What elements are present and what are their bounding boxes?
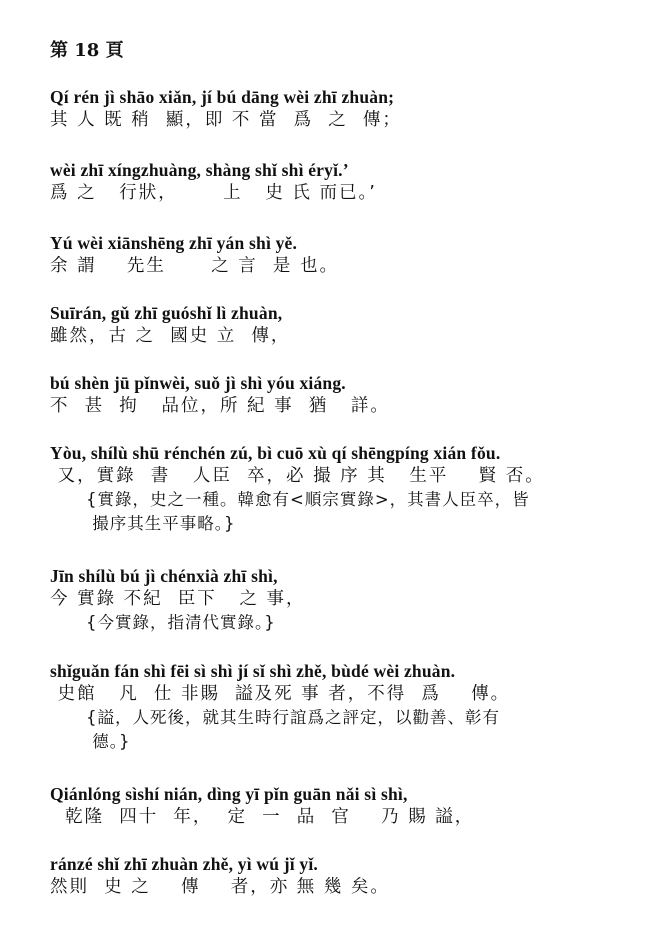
pinyin-line: Yòu, shílù shū rénchén zú, bì cuō xù qí shēngpíng xián fǒu. <box>50 443 501 463</box>
pinyin-line: ránzé shǐ zhī zhuàn zhě, yì wú jǐ yǐ. <box>50 854 318 874</box>
verse-line <box>50 302 660 348</box>
annotation-line: 德。} <box>86 732 131 751</box>
pinyin-line: wèi zhī xíngzhuàng, shàng shǐ shì éryǐ.’ <box>50 160 349 180</box>
page-number-label: 第 18 頁 <box>50 40 124 61</box>
pinyin-line: Suīrán, gǔ zhī guóshǐ lì zhuàn, <box>50 303 283 323</box>
verse-line <box>50 853 660 899</box>
annotation-line: 撮序其生平事略。} <box>86 514 236 533</box>
chinese-line: 然則 史 之 傳 者，亦 無 幾 矣。 <box>50 877 390 897</box>
pinyin-line: Yú wèi xiānshēng zhī yán shì yě. <box>50 233 298 253</box>
verse-line <box>50 660 660 754</box>
chinese-line: 又，實錄 書 人臣 卒，必 撮 序 其 生平 賢 否。 <box>50 466 545 486</box>
chinese-line: 余 謂 先生 之 言 是 也。 <box>50 256 339 276</box>
annotation-line: {謚，人死後，就其生時行誼爲之評定，以勸善、彰有 <box>86 708 500 727</box>
chinese-line: 今 實錄 不紀 臣下 之 事， <box>50 589 306 609</box>
pinyin-line: Qí rén jì shāo xiǎn, jí bú dāng wèi zhī zhuàn; <box>50 87 395 107</box>
annotation-line: {實錄，史之一種。韓愈有<順宗實錄>，其書人臣卒，皆 <box>86 490 530 509</box>
chinese-line: 不 甚 拘 品位，所 紀 事 猶 詳。 <box>50 396 390 416</box>
verse-line <box>50 783 660 829</box>
verse-line <box>50 86 660 132</box>
annotation-line: {今實錄，指清代實錄。} <box>86 613 276 632</box>
pinyin-line: bú shèn jū pǐnwèi, suǒ jì shì yóu xiáng. <box>50 373 346 393</box>
pinyin-line: Qiánlóng sìshí nián, dìng yī pǐn guān nǎi sì shì, <box>50 784 408 804</box>
chinese-line: 爲 之 行狀， 上 史 氏 而已。’ <box>50 183 377 203</box>
verse-line <box>50 565 660 635</box>
chinese-line: 史館 凡 仕 非賜 謚及死 事 者，不得 爲 傳。 <box>50 684 511 704</box>
verse-line <box>50 442 660 536</box>
pinyin-line: Jīn shílù bú jì chénxià zhī shì, <box>50 566 278 586</box>
verse-line <box>50 232 660 278</box>
chinese-line: 其 人 既 稍 顯，即 不 當 爲 之 傳； <box>50 110 402 130</box>
verse-line <box>50 159 660 205</box>
chinese-line: 乾隆 四十 年， 定 一 品 官 乃 賜 謚， <box>50 807 475 827</box>
verse-line <box>50 372 660 418</box>
chinese-line: 雖然，古 之 國史 立 傳， <box>50 326 291 346</box>
pinyin-line: shǐguǎn fán shì fēi sì shì jí sǐ shì zhě, bùdé wèi zhuàn. <box>50 661 456 681</box>
